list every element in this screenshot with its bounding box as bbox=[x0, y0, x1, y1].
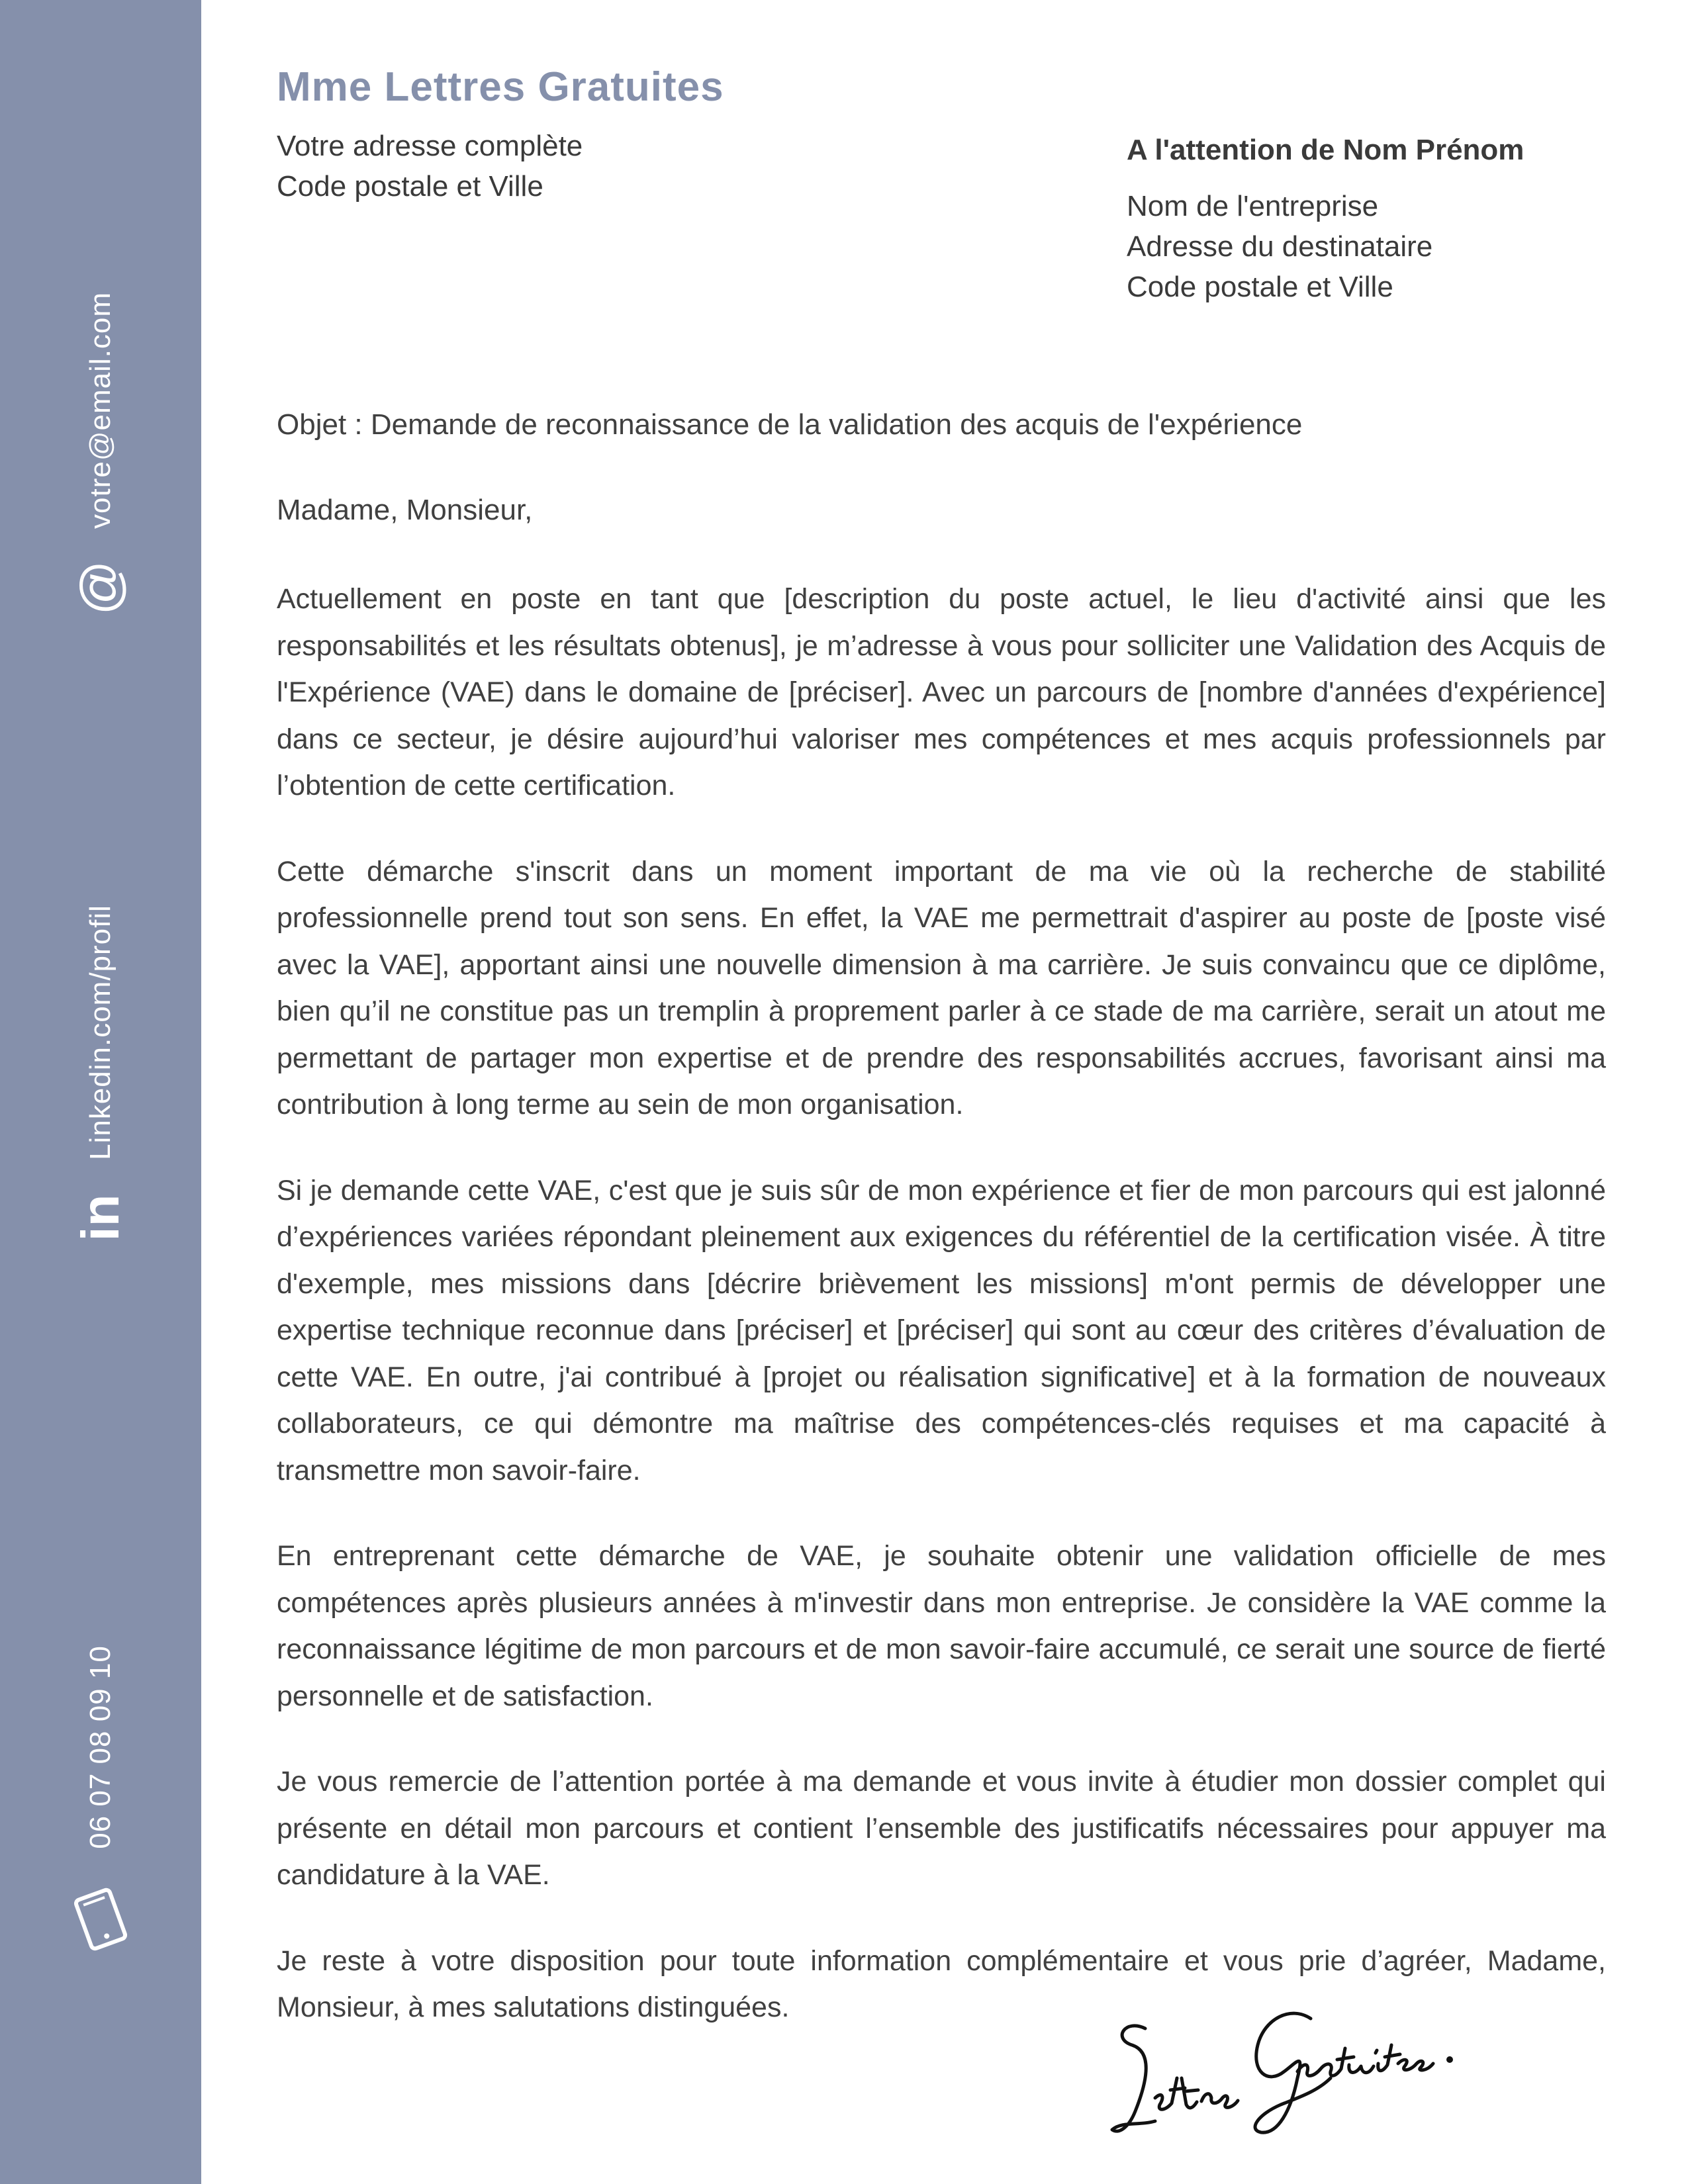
sender-address-line2: Code postale et Ville bbox=[277, 170, 543, 203]
sender-name: Mme Lettres Gratuites bbox=[277, 64, 724, 110]
sender-address-line1: Votre adresse complète bbox=[277, 130, 583, 162]
letter-salutation: Madame, Monsieur, bbox=[277, 494, 533, 526]
letter-paragraph: Cette démarche s'inscrit dans un moment important de ma vie où la recherche de stabilité professionnelle prend tout son sens. En effet, la VAE me permettrait d'aspirer au poste de [poste visé avec la VAE], apportant ainsi une nouvelle dimension à ma carrière. Je suis convaincu que ce diplôme, bien qu’il ne constitue pas un tremplin à proprement parler à ce stade de ma carrière, serait un atout me permettant de partager mon expertise et de prendre des responsabilités accrues, favorisant ainsi ma contribution à long terme au sein de mon organisation. bbox=[277, 855, 1606, 1120]
linkedin-text[interactable]: Linkedin.com/profil bbox=[84, 905, 117, 1160]
signature-icon bbox=[1099, 1979, 1496, 2144]
email-text[interactable]: votre@email.com bbox=[84, 292, 117, 529]
letter-paragraph: Je reste à votre disposition pour toute information complémentaire et vous prie d’agréer, Madame, Monsieur, à mes salutations distinguées. bbox=[277, 1944, 1606, 2023]
recipient-attention: A l'attention de Nom Prénom bbox=[1127, 134, 1524, 166]
letter-paragraph: Actuellement en poste en tant que [description du poste actuel, le lieu d'activité ainsi que les responsabilités et les résultats obtenus], je m’adresse à vous pour solliciter une Validation des Acquis de l'Expérience (VAE) dans le domaine de [préciser]. Avec un parcours de [nombre d'années d'expérience] dans ce secteur, je désire aujourd’hui valoriser mes compétences et mes acquis professionnels par l’obtention de cette certification. bbox=[277, 583, 1606, 801]
recipient-address: Adresse du destinataire bbox=[1127, 230, 1433, 263]
recipient-block bbox=[1127, 130, 1524, 307]
linkedin-icon: in bbox=[71, 1194, 130, 1242]
contact-sidebar bbox=[0, 0, 201, 2184]
recipient-city: Code postale et Ville bbox=[1127, 271, 1393, 303]
letter-body bbox=[277, 576, 1606, 2070]
letter-paragraph: Si je demande cette VAE, c'est que je suis sûr de mon expérience et fier de mon parcours qui est jalonné d’expériences variées répondant pleinement aux exigences du référentiel de la certification visée. À titre d'exemple, mes missions dans [décrire brièvement les missions] m'ont permis de développer une expertise technique reconnue dans [préciser] et [préciser] qui sont au cœur des critères d’évaluation de cette VAE. En outre, j'ai contribué à [projet ou réalisation significative] et à la formation de nouveaux collaborateurs, ce qui démontre ma maîtrise des compétences-clés requises et ma capacité à transmettre mon savoir-faire. bbox=[277, 1174, 1606, 1486]
letter-paragraph: Je vous remercie de l’attention portée à ma demande et vous invite à étudier mon dossier complet qui présente en détail mon parcours et contient l’ensemble des justificatifs nécessaires pour appuyer ma candidature à la VAE. bbox=[277, 1766, 1606, 1891]
recipient-company: Nom de l'entreprise bbox=[1127, 190, 1379, 222]
at-icon: @ bbox=[70, 560, 130, 615]
phone-icon bbox=[69, 1884, 133, 1956]
phone-text[interactable]: 06 07 08 09 10 bbox=[84, 1645, 117, 1849]
letter-paragraph: En entreprenant cette démarche de VAE, je souhaite obtenir une validation officielle de mes compétences après plusieurs années à m'investir dans mon entreprise. Je considère la VAE comme la reconnaissance légitime de mon parcours et de mon savoir-faire accumulé, ce serait une source de fierté personnelle et de satisfaction. bbox=[277, 1540, 1606, 1712]
letter-subject: Objet : Demande de reconnaissance de la validation des acquis de l'expérience bbox=[277, 408, 1303, 441]
sender-address bbox=[277, 126, 583, 206]
